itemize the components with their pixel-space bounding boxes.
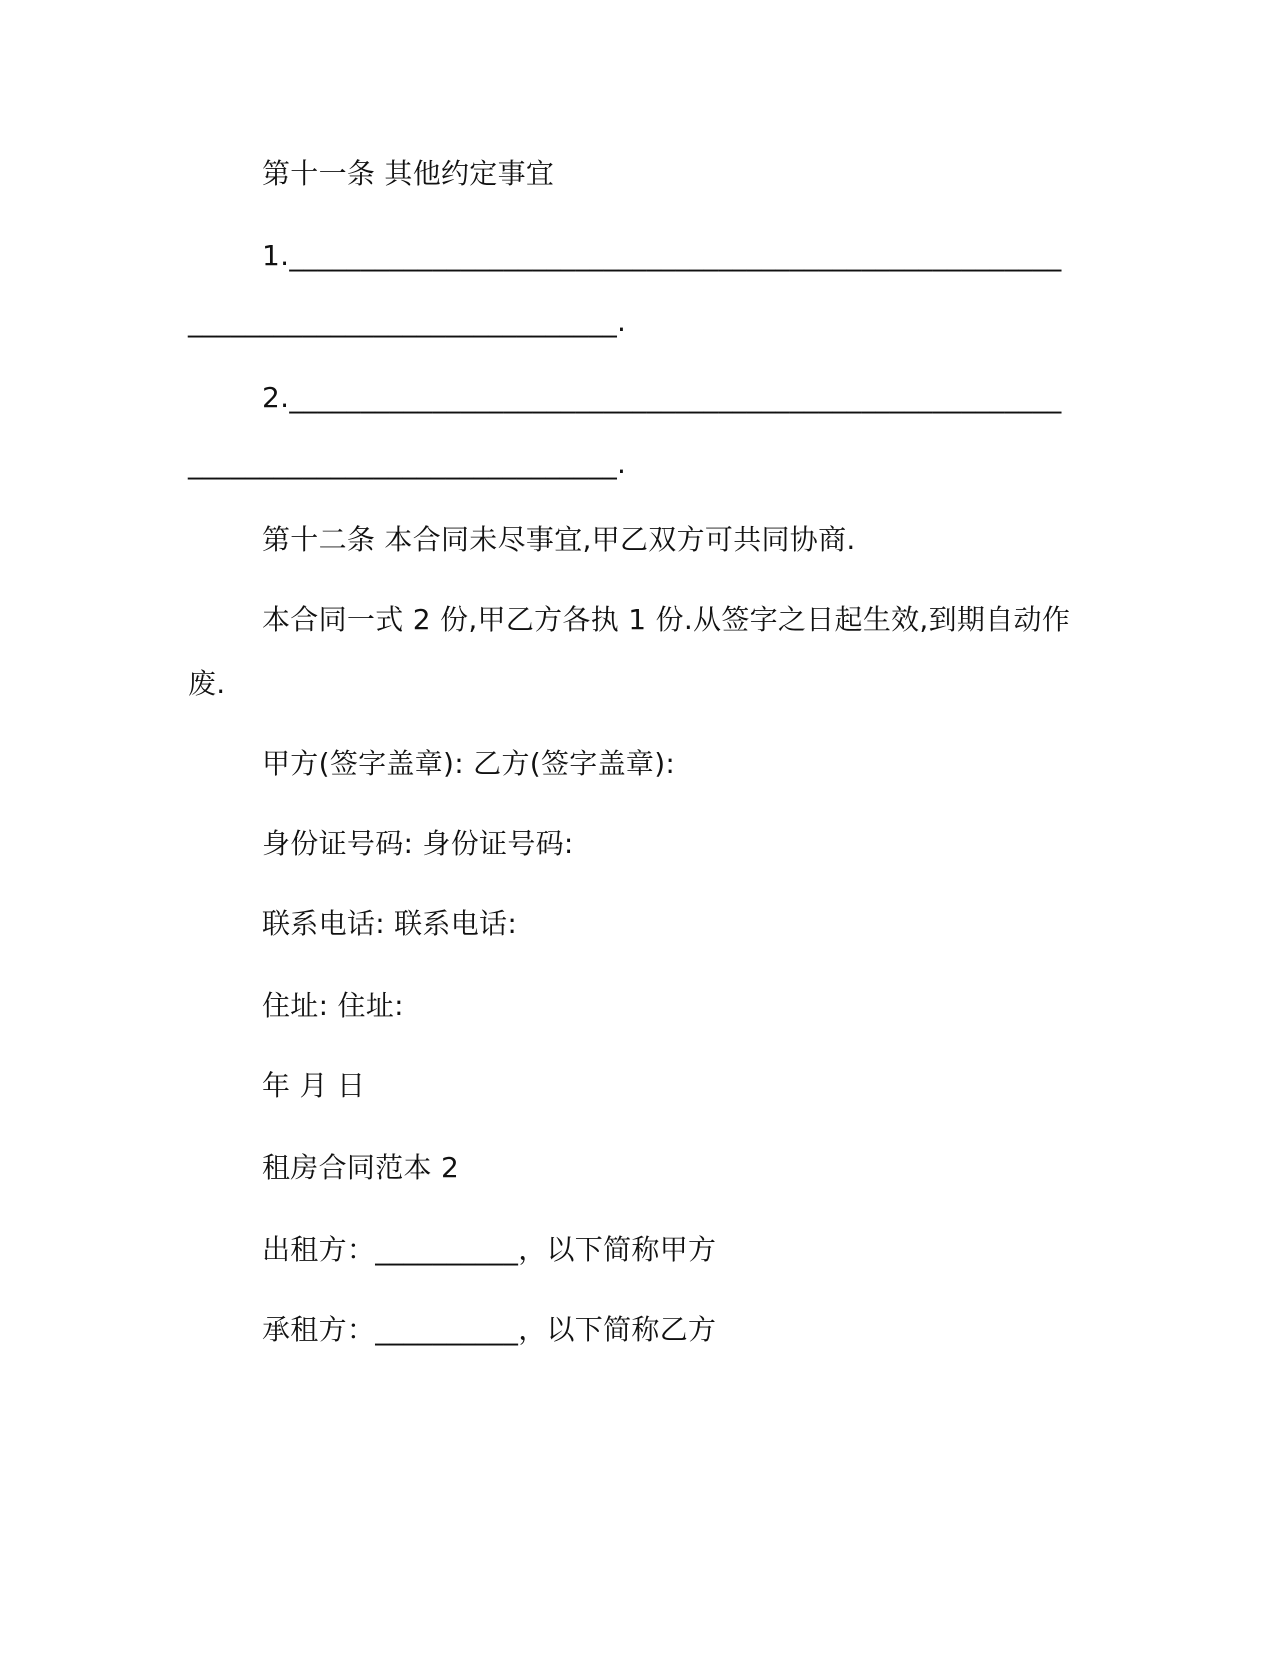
contract-2-title: 租房合同范本 2 [262, 1151, 460, 1184]
date-line: 年 月 日 [262, 1069, 366, 1102]
lessee-line: 承租方：__________，以下简称乙方 [262, 1313, 717, 1346]
article-11-title: 第十一条 其他约定事宜 [262, 157, 555, 190]
item-1-line-1: 1.______________________________________________________ [262, 239, 1062, 272]
item-1-line-2: ______________________________. [188, 305, 627, 338]
copies-paragraph-line-1: 本合同一式 2 份,甲乙方各执 1 份.从签字之日起生效,到期自动作 [262, 603, 1071, 636]
address-line: 住址: 住址: [262, 989, 404, 1022]
copies-paragraph-line-2: 废. [188, 667, 226, 700]
signature-line: 甲方(签字盖章): 乙方(签字盖章): [262, 747, 676, 780]
article-12-text: 第十二条 本合同未尽事宜,甲乙双方可共同协商. [262, 523, 856, 556]
phone-line: 联系电话: 联系电话: [262, 907, 518, 940]
item-2-line-1: 2.______________________________________________________ [262, 381, 1062, 414]
id-number-line: 身份证号码: 身份证号码: [262, 827, 574, 860]
lessor-line: 出租方：__________，以下简称甲方 [262, 1233, 717, 1266]
item-2-line-2: ______________________________. [188, 447, 627, 480]
